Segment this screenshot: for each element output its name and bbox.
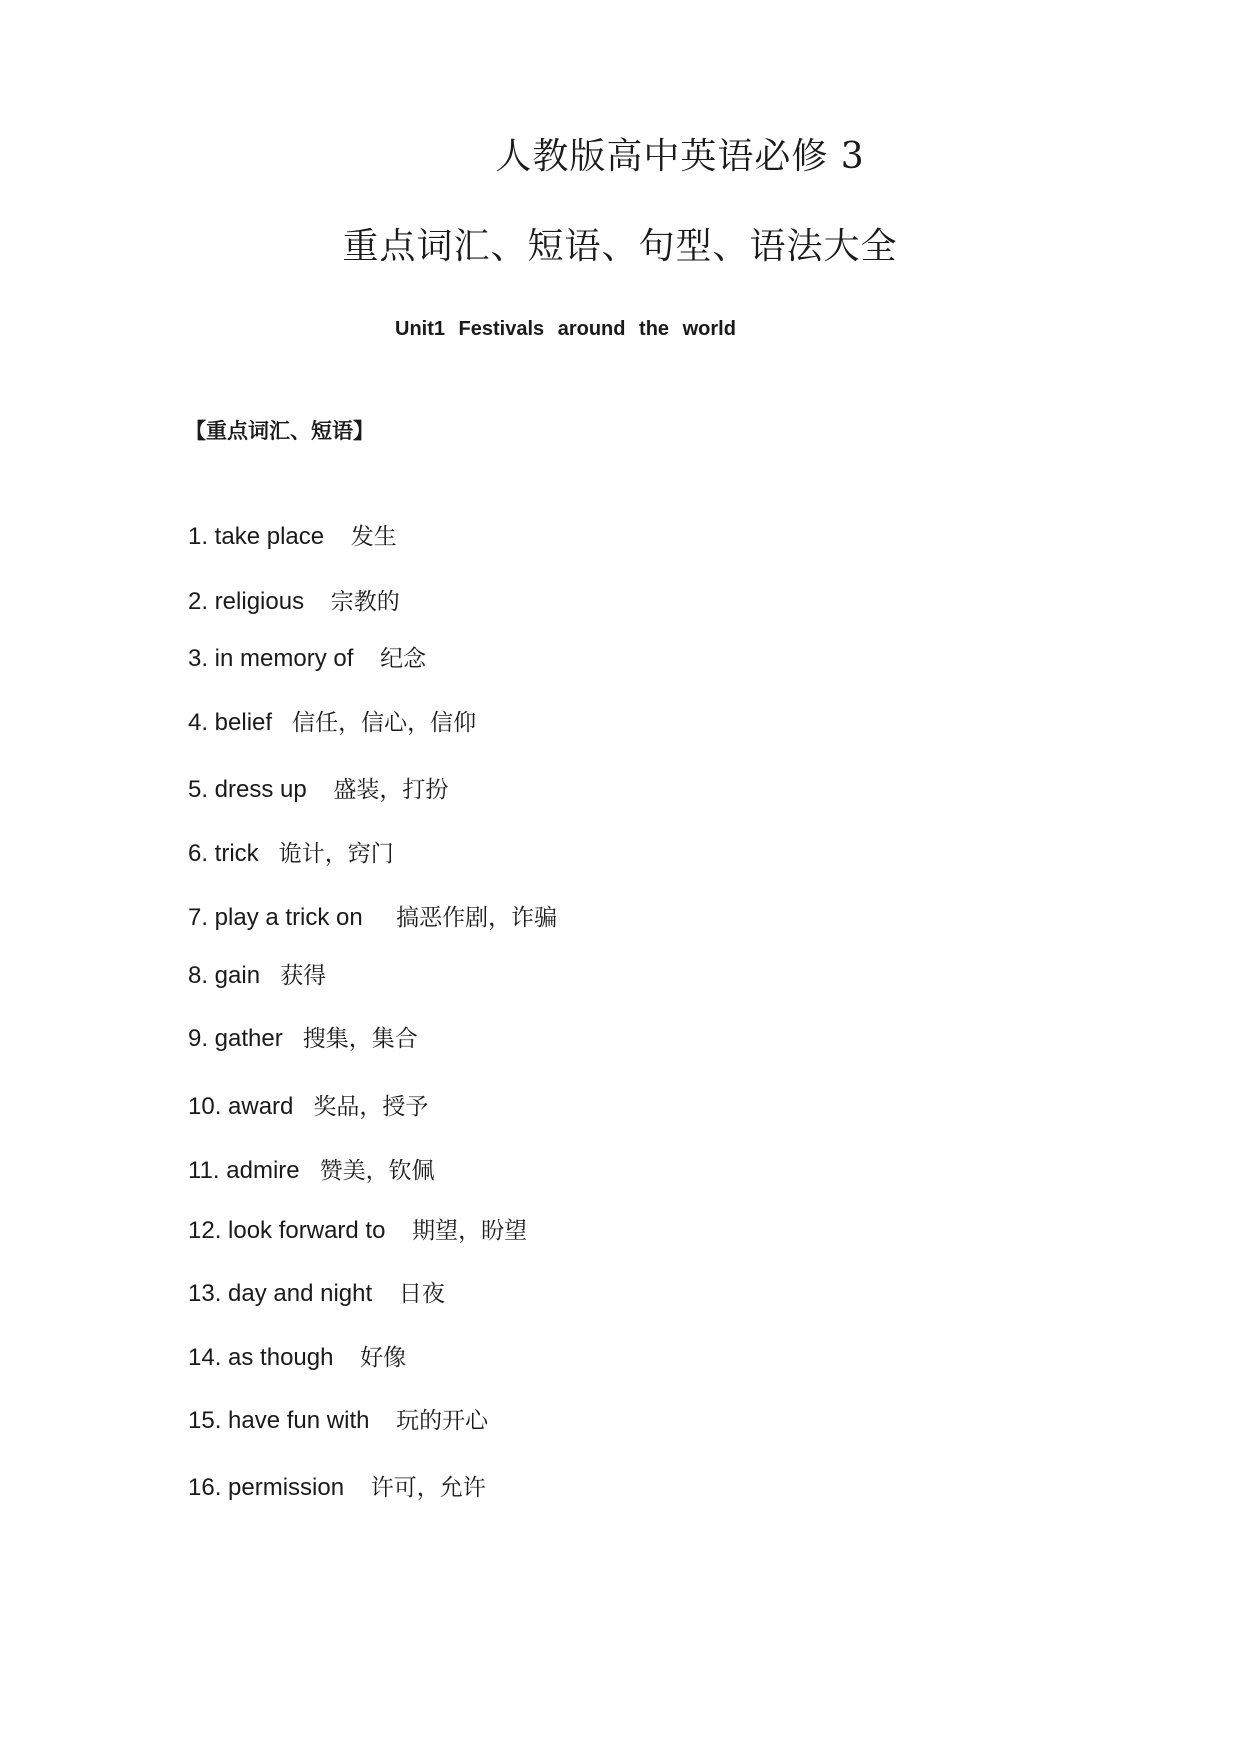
vocab-item [188,583,400,616]
vocab-item [188,835,394,868]
vocab-meaning: 赞美，钦佩 [319,1158,435,1184]
vocab-item [188,1152,435,1185]
vocab-item [188,1020,418,1053]
vocab-meaning: 搞恶作剧，诈骗 [396,905,558,931]
vocab-meaning: 信任，信心，信仰 [292,710,477,736]
document-subtitle: 重点词汇、短语、句型、语法大全 [342,226,898,267]
vocab-meaning: 玩的开心 [396,1408,489,1434]
vocab-item [188,1339,406,1372]
vocab-item [188,704,476,737]
vocab-item [188,957,326,990]
vocab-meaning: 纪念 [380,646,427,672]
vocab-meaning: 许可，允许 [370,1475,486,1501]
vocab-meaning: 获得 [280,963,327,989]
vocab-item [188,1402,488,1435]
vocab-term: 1. take place [188,523,325,550]
vocab-term: 3. in memory of [188,645,354,672]
document-title: 人教版高中英语必修 3 [495,136,865,177]
vocab-term: 12. look forward to [188,1217,386,1244]
vocab-item [188,1275,445,1308]
vocab-item [188,899,557,932]
vocab-meaning: 搜集，集合 [302,1026,418,1052]
vocab-meaning: 盛装，打扮 [333,777,449,803]
unit-title: Unit1 Festivals around the world [395,318,736,340]
vocab-term: 8. gain [188,962,261,989]
vocab-term: 4. belief [188,709,273,736]
vocab-meaning: 奖品，授予 [313,1094,429,1120]
vocab-term: 14. as though [188,1344,334,1371]
vocab-meaning: 宗教的 [330,589,400,615]
vocab-meaning: 日夜 [398,1281,445,1307]
vocab-term: 13. day and night [188,1280,373,1307]
vocab-item [188,640,426,673]
vocab-item [188,518,397,551]
vocab-term: 7. play a trick on [188,904,363,931]
vocab-meaning: 好像 [360,1345,407,1371]
vocab-meaning: 期望，盼望 [412,1218,528,1244]
vocab-term: 2. religious [188,588,305,615]
vocab-item [188,1088,428,1121]
section-heading: 【重点词汇、短语】 [185,419,374,443]
vocab-term: 11. admire [188,1157,300,1184]
vocab-term: 10. award [188,1093,294,1120]
vocab-meaning: 发生 [350,524,397,550]
vocab-item [188,1469,486,1502]
vocab-item [188,1212,527,1245]
vocab-term: 9. gather [188,1025,283,1052]
vocab-term: 5. dress up [188,776,307,803]
vocab-meaning: 诡计，窍门 [278,841,394,867]
vocab-term: 15. have fun with [188,1407,370,1434]
vocab-term: 16. permission [188,1474,345,1501]
vocab-term: 6. trick [188,840,259,867]
vocab-item [188,771,448,804]
